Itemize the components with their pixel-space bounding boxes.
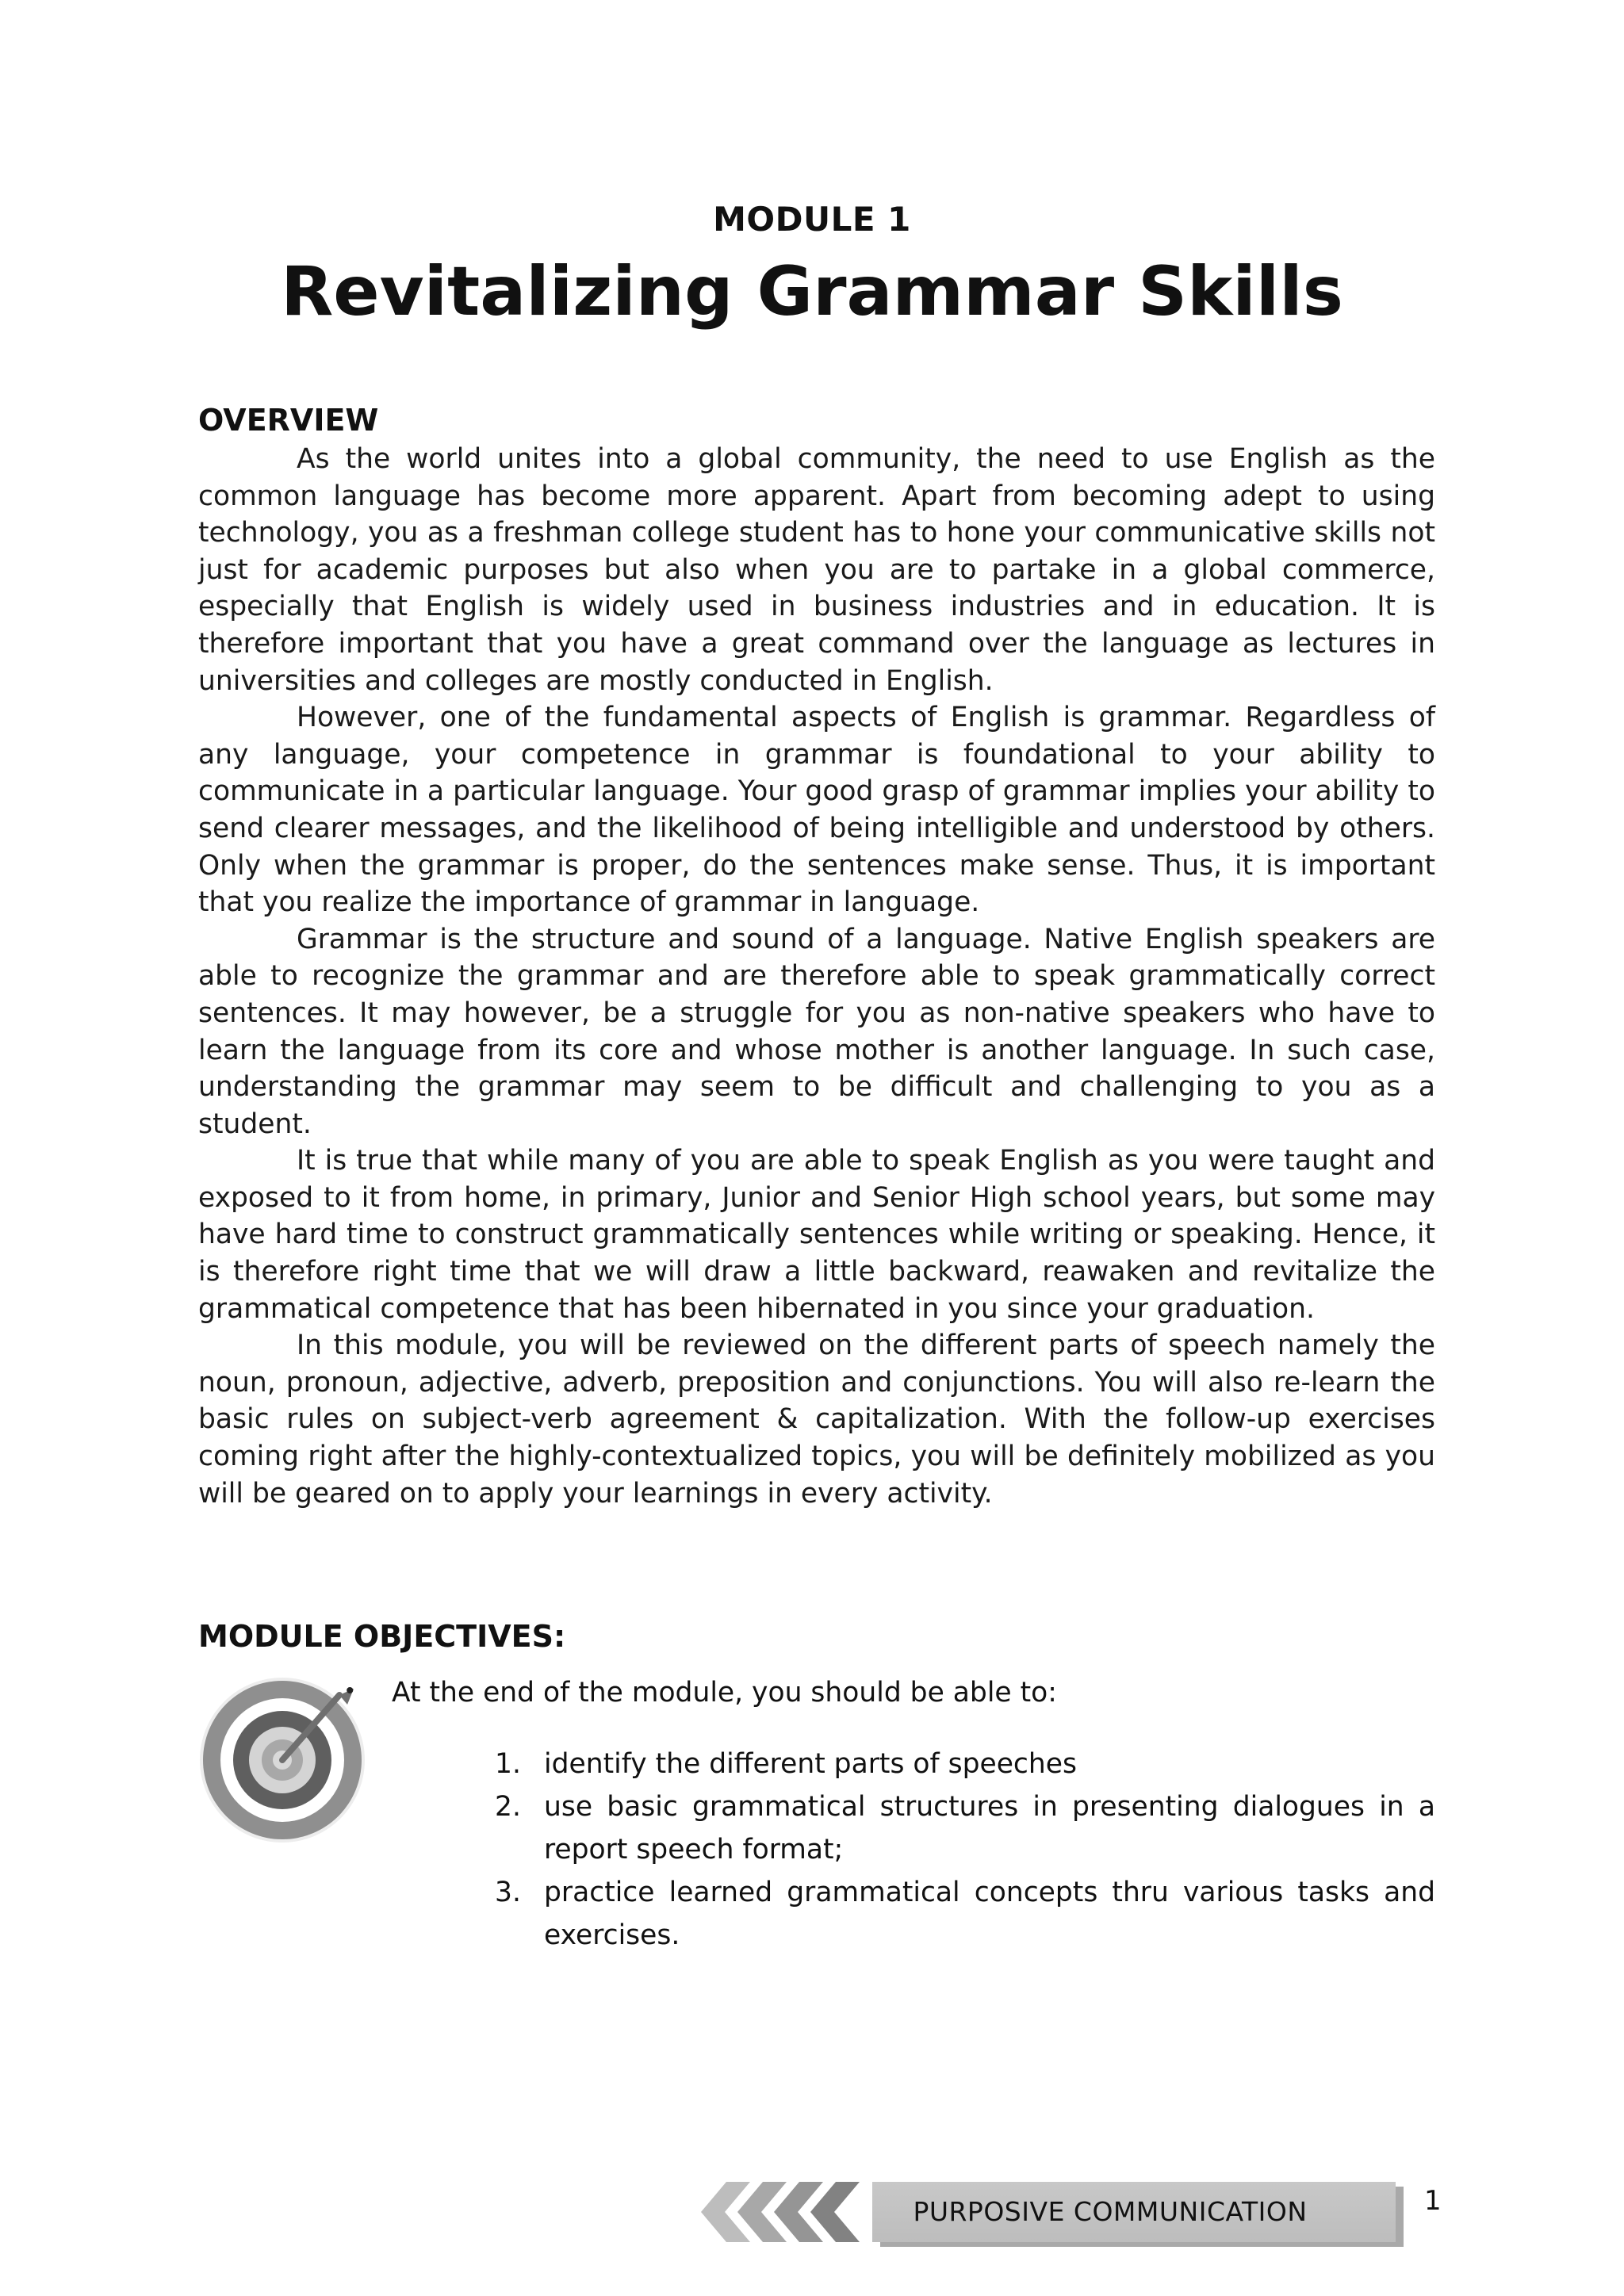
- objective-item: [495, 1743, 1435, 1785]
- overview-paragraph: As the world unites into a global community, the need to use English as the common language has become more apparent. Apart from becoming adept to using technology, you as a freshman college student has to hone your communicative skills not just for academic purposes but also when you are to partake in a global commerce, especially that English is widely used in business industries and in education. It is therefore important that you have a great command over the language as lectures in universities and colleges are mostly conducted in English.: [198, 443, 1435, 697]
- objectives-heading: MODULE OBJECTIVES:: [198, 1619, 566, 1654]
- objective-text: practice learned grammatical concepts thru various tasks and exercises.: [544, 1877, 1435, 1951]
- overview-paragraph: Grammar is the structure and sound of a language. Native English speakers are able to recognize the grammar and are therefore able to speak grammatically correct sentences. It may however, be a struggle for you as non-native speakers who have to learn the language from its core and whose mother is another language. In such case, understanding the grammar may seem to be difficult and challenging to you as a student.: [198, 923, 1435, 1140]
- objective-text: use basic grammatical structures in presenting dialogues in a report speech format;: [544, 1791, 1435, 1866]
- objective-number: 3.: [495, 1877, 521, 1908]
- overview-paragraph: It is true that while many of you are able to speak English as you were taught and exposed to it from home, in primary, Junior and Senior High school years, but some may have hard time to construct grammatically sentences while writing or speaking. Hence, it is therefore right time that we will draw a little backward, reawaken and revitalize the grammatical competence that has been hibernated in you since your graduation.: [198, 1145, 1435, 1325]
- objectives-intro: At the end of the module, you should be able to:: [392, 1677, 1057, 1709]
- objective-item: [495, 1785, 1435, 1871]
- footer-course-label: PURPOSIVE COMMUNICATION: [913, 2196, 1308, 2227]
- module-title: Revitalizing Grammar Skills: [281, 252, 1343, 331]
- module-label: MODULE 1: [713, 200, 911, 239]
- overview-paragraph: However, one of the fundamental aspects of English is grammar. Regardless of any language, your competence in grammar is foundational to your ability to communicate in a particular language. Your good grasp of grammar implies your ability to send clearer messages, and the likelihood of being intelligible and understood by others. Only when the grammar is proper, do the sentences make sense. Thus, it is important that you realize the importance of grammar in language.: [198, 702, 1435, 919]
- overview-heading: OVERVIEW: [198, 403, 379, 438]
- chevrons-left-icon: [691, 2179, 866, 2245]
- objective-number: 2.: [495, 1791, 521, 1823]
- page-number: 1: [1424, 2185, 1442, 2217]
- objectives-list: [495, 1743, 1435, 1957]
- objective-number: 1.: [495, 1748, 521, 1780]
- objective-text: identify the different parts of speeches: [544, 1748, 1077, 1780]
- objective-item: [495, 1871, 1435, 1957]
- overview-paragraph: In this module, you will be reviewed on the different parts of speech namely the noun, pronoun, adjective, adverb, preposition and conjunctions. You will also re-learn the basic rules on subject-verb agreement & capitalization. With the follow-up exercises coming right after the highly-contextualized topics, you will be definitely mobilized as you will be geared on to apply your learnings in every activity.: [198, 1330, 1435, 1510]
- objectives-bullet: •: [346, 1678, 354, 1704]
- overview-body: [198, 441, 1435, 1512]
